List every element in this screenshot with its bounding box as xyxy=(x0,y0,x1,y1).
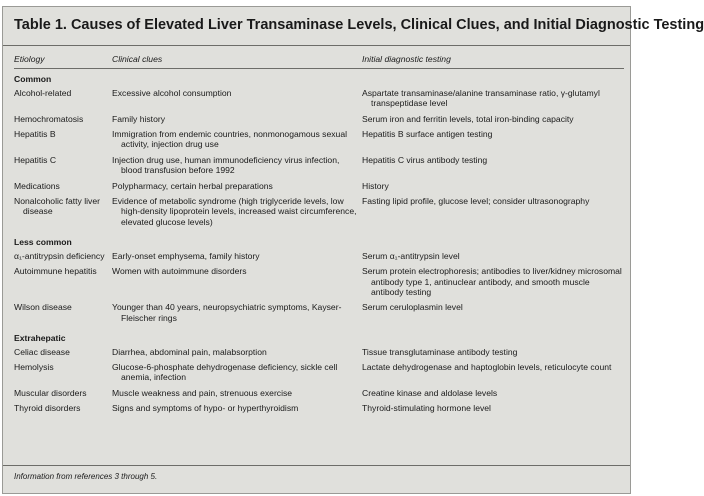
clinical-clues-cell xyxy=(112,196,362,232)
section-row xyxy=(14,232,624,250)
table-row xyxy=(14,114,624,129)
diagnostic-testing-cell xyxy=(362,388,624,403)
diagnostic-testing-text: Serum α₁-antitrypsin level xyxy=(362,250,460,261)
clinical-clues-text: Signs and symptoms of hypo- or hyperthyroidism xyxy=(112,403,299,414)
diagnostic-testing-text: Hepatitis B surface antigen testing xyxy=(362,129,493,140)
section-heading: Less common xyxy=(14,237,72,248)
etiology-text: α₁-antitrypsin deficiency xyxy=(14,250,105,261)
clinical-clues-text: Polypharmacy, certain herbal preparations xyxy=(112,180,273,191)
diagnostic-testing-cell xyxy=(362,302,624,328)
etiology-cell xyxy=(14,403,112,418)
diagnostic-testing-text: Serum protein electrophoresis; antibodies to liver/kidney microsomal antibody type 1, antinuclear antibody, and smooth muscle antibody testing xyxy=(362,266,622,297)
etiology-table xyxy=(14,54,624,419)
table-row xyxy=(14,362,624,388)
etiology-text: Thyroid disorders xyxy=(14,403,81,414)
section-heading: Extrahepatic xyxy=(14,333,66,344)
diagnostic-testing-cell xyxy=(362,181,624,196)
clinical-clues-cell xyxy=(112,155,362,181)
table-title: Table 1. Causes of Elevated Liver Transaminase Levels, Clinical Clues, and Initial Diagnostic Testing xyxy=(14,17,704,33)
clinical-clues-cell xyxy=(112,403,362,418)
clinical-clues-text: Early-onset emphysema, family history xyxy=(112,250,260,261)
etiology-text: Hemochromatosis xyxy=(14,113,84,124)
diagnostic-testing-cell xyxy=(362,251,624,266)
diagnostic-testing-cell xyxy=(362,88,624,114)
clinical-clues-cell xyxy=(112,302,362,328)
etiology-cell xyxy=(14,114,112,129)
etiology-text: Wilson disease xyxy=(14,302,72,313)
etiology-text: Autoimmune hepatitis xyxy=(14,266,97,277)
clinical-clues-text: Injection drug use, human immunodeficiency virus infection, blood transfusion before 1992 xyxy=(112,154,340,176)
table-row xyxy=(14,181,624,196)
clinical-clues-cell xyxy=(112,181,362,196)
clinical-clues-cell xyxy=(112,388,362,403)
clinical-clues-cell xyxy=(112,114,362,129)
diagnostic-testing-text: History xyxy=(362,180,389,191)
section-row xyxy=(14,69,624,88)
table-row xyxy=(14,196,624,232)
etiology-text: Alcohol-related xyxy=(14,87,72,98)
diagnostic-testing-text: Tissue transglutaminase antibody testing xyxy=(362,346,518,357)
header-row xyxy=(14,54,624,69)
clinical-clues-text: Diarrhea, abdominal pain, malabsorption xyxy=(112,346,267,357)
diagnostic-testing-cell xyxy=(362,403,624,418)
etiology-text: Hemolysis xyxy=(14,361,54,372)
clinical-clues-cell xyxy=(112,347,362,362)
etiology-text: Celiac disease xyxy=(14,346,70,357)
diagnostic-testing-cell xyxy=(362,362,624,388)
title-divider xyxy=(3,45,630,46)
etiology-text: Nonalcoholic fatty liver disease xyxy=(14,196,100,217)
etiology-cell xyxy=(14,347,112,362)
etiology-cell xyxy=(14,266,112,302)
diagnostic-testing-text: Serum iron and ferritin levels, total iron-binding capacity xyxy=(362,113,574,124)
column-header-diagnostic-testing: Initial diagnostic testing xyxy=(362,54,624,69)
clinical-clues-cell xyxy=(112,129,362,155)
section-heading: Common xyxy=(14,74,52,85)
column-header-etiology: Etiology xyxy=(14,54,112,69)
diagnostic-testing-cell xyxy=(362,129,624,155)
table-row xyxy=(14,129,624,155)
table-body xyxy=(14,69,624,419)
etiology-text: Muscular disorders xyxy=(14,387,87,398)
etiology-cell xyxy=(14,251,112,266)
clinical-clues-text: Women with autoimmune disorders xyxy=(112,266,247,277)
diagnostic-testing-cell xyxy=(362,266,624,302)
clinical-clues-text: Younger than 40 years, neuropsychiatric symptoms, Kayser-Fleischer rings xyxy=(112,302,342,323)
clinical-clues-cell xyxy=(112,88,362,114)
etiology-cell xyxy=(14,129,112,155)
diagnostic-testing-cell xyxy=(362,347,624,362)
diagnostic-testing-text: Fasting lipid profile, glucose level; consider ultrasonography xyxy=(362,196,590,207)
diagnostic-testing-text: Thyroid-stimulating hormone level xyxy=(362,403,491,414)
table-row xyxy=(14,347,624,362)
table-row xyxy=(14,302,624,328)
table-panel xyxy=(2,6,704,494)
footnote: Information from references 3 through 5. xyxy=(14,472,158,481)
clinical-clues-text: Immigration from endemic countries, nonmonogamous sexual activity, injection drug use xyxy=(112,129,348,150)
diagnostic-testing-cell xyxy=(362,155,624,181)
diagnostic-testing-text: Serum ceruloplasmin level xyxy=(362,302,463,313)
etiology-cell xyxy=(14,155,112,181)
diagnostic-testing-cell xyxy=(362,114,624,129)
etiology-cell xyxy=(14,196,112,232)
etiology-cell xyxy=(14,388,112,403)
clinical-clues-text: Family history xyxy=(112,113,166,124)
table-row xyxy=(14,403,624,418)
diagnostic-testing-cell xyxy=(362,196,624,232)
column-header-clinical-clues: Clinical clues xyxy=(112,54,362,69)
clinical-clues-cell xyxy=(112,362,362,388)
etiology-text: Hepatitis B xyxy=(14,129,56,140)
diagnostic-testing-text: Creatine kinase and aldolase levels xyxy=(362,387,498,398)
footnote-divider xyxy=(3,465,630,466)
table-row xyxy=(14,251,624,266)
diagnostic-testing-text: Aspartate transaminase/alanine transaminase ratio, γ-glutamyl transpeptidase level xyxy=(362,87,600,109)
clinical-clues-text: Excessive alcohol consumption xyxy=(112,87,232,98)
clinical-clues-text: Evidence of metabolic syndrome (high triglyceride levels, low high-density lipoprotein levels, increased waist circumference, elevated glucose levels) xyxy=(112,196,357,227)
etiology-text: Medications xyxy=(14,180,60,191)
clinical-clues-cell xyxy=(112,251,362,266)
etiology-text: Hepatitis C xyxy=(14,154,57,165)
section-row xyxy=(14,328,624,346)
clinical-clues-text: Muscle weakness and pain, strenuous exercise xyxy=(112,387,293,398)
table-row xyxy=(14,266,624,302)
etiology-cell xyxy=(14,302,112,328)
diagnostic-testing-text: Lactate dehydrogenase and haptoglobin levels, reticulocyte count xyxy=(362,361,612,372)
etiology-cell xyxy=(14,362,112,388)
table-row xyxy=(14,388,624,403)
etiology-cell xyxy=(14,88,112,114)
diagnostic-testing-text: Hepatitis C virus antibody testing xyxy=(362,154,488,165)
clinical-clues-text: Glucose-6-phosphate dehydrogenase deficiency, sickle cell anemia, infection xyxy=(112,361,338,383)
table-row xyxy=(14,88,624,114)
table-row xyxy=(14,155,624,181)
etiology-cell xyxy=(14,181,112,196)
clinical-clues-cell xyxy=(112,266,362,302)
